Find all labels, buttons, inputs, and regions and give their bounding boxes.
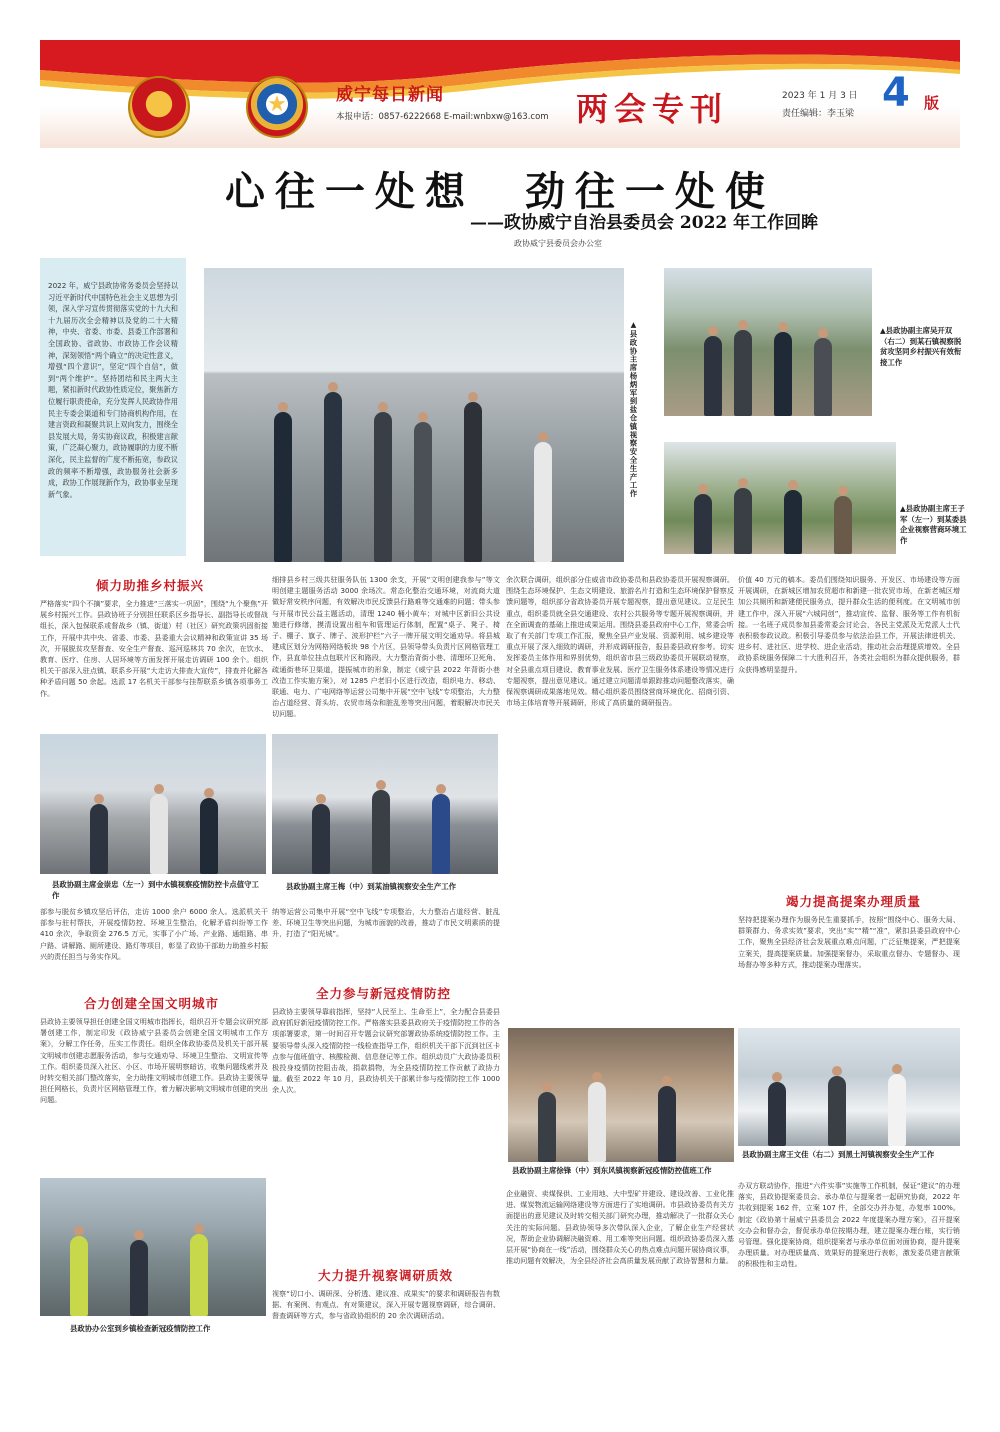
photo-checkpoint: [40, 734, 266, 874]
body-text: 细排县乡村三级共驻服务队伍 1300 余支，开展“文明创建我参与”等文明创建主题服务活动 3000 余场次。常态化整治交通环境，对流商大道做好常安秩序问题，有效解决市民反馈县行路难等交通难的问题；带头参与开展市民公益主题活动，清理 1240 桶小黄车；对城中区新旧公共设施进行修缮，摸清设置出租车和管理运行体制，配置“桌子、凳子、椅子、棚子、旗子、牌子、波形护栏”六子一牌开展文明交通劝导。将县城建成区划分为网格网络板块 98 个片区，县领导带头负责片区网格管理工作，县直单位挂点包联片区和路段，大力整治背街小巷、清理环卫死角、疏通街巷环卫渠道，提振城市的形象，制定《威宁县 2022 年背街小巷改造工作实施方案》，对 1285 户老旧小区进行改造，组织电力、移动、联通、电力、广电网络等运营公司集中开展“空中飞线”专项整治，大力整治占道经营、背头坊、农贸市场杂和脏乱差等突出问题，着眼解决市民关切问题。: [272, 575, 500, 719]
body-text: 办双方联动协作，推进“六件实事”实施等工作机制，保证“建议”的办理落实，县政协提案委员会、承办单位与提案者一起研究协商，2022 年共收到提案 162 件，立案 107 件，全部交办并办复，办复率 100%。制定《政协第十届威宁县委员会 2022 年度提案办理方案》，召开提案交办会和督办会，督促承办单位按期办理，建立提案办理台账，实行销号管理。强化提案协商，组织提案者与承办单位面对面协商，提升提案办理质量。对办理质量高、效果好的提案进行表彰，激发委员建言献策的积极性和主动性。: [738, 1181, 960, 1269]
photo-caption: 县政协副主席王文佳（右二）到黑土河镇视察安全生产工作: [742, 1150, 935, 1159]
section-heading-rural-revitalization: 倾力助推乡村振兴: [96, 578, 205, 593]
section-heading-proposal-handling: 竭力提高提案办理质量: [786, 894, 922, 909]
byline: 政协威宁县委员会办公室: [514, 239, 602, 248]
body-text: 县政协主要领导担任创建全国文明城市指挥长，组织召开专题会议研究部署创建工作，制定印发《政协威宁县委员会创建全国文明城市工作方案》，分解工作任务，压实工作责任。组织全体政协委员及机关干部开展文明城市创建志愿服务活动，参与交通劝导、环境卫生整治、文明宣传等工作。组织委员深入社区、小区、市场开展明察暗访，收集问题线索并及时转交相关部门整改落实，全力助推文明城市创建工作。县政协主要领导担任网格长，负责片区网格管理工作，着力解决影响文明城市创建的突出问题。: [40, 1017, 268, 1105]
photo-caption: ▲县政协副主席王子军（左一）到某委县企业视察营商环境工作: [900, 504, 967, 545]
body-text: 纳等运营公司集中开展“空中飞线”专项整治，大力整治占道经营、脏乱差、环境卫生等突出问题，为城市面貌的改善，推动了市民文明素质的提升，打造了“阳光城”。: [272, 907, 500, 939]
section-heading-survey-quality: 大力提升视察调研质效: [318, 1268, 454, 1283]
page-number-suffix: 版: [924, 94, 940, 112]
contact-info: 本报申话：0857-6222668 E-mail:wnbxw@163.com: [336, 112, 549, 122]
body-text: 价值 40 万元的稿本。委员们围绕知识服务、开发区、市场建设等方面开展调研，在新城区增加农贸超市和新建一批农贸市场，在新老城区增加公共厕所和新建便民服务点，提升群众生活的便利度。在文明城市创建工作中，深入开展“六城同创”，推动宣传、监督、服务等工作有机衔接。一名班子成员参加县委常委会讨论会，各民主党派及无党派人士代表积极参政议政。积极引导委员参与依法治县工作，开展法律进机关、进乡村、进社区、进学校、进企业活动，推动社会治理提质增效。全县政协系统服务保障二十大胜利召开，各类社会组织为群众提供服务，群众获得感明显提升。: [738, 575, 960, 674]
issue-date: 2023 年 1 月 3 日: [782, 91, 858, 101]
body-text: 企业融资、卖煤保供、工业用地、大中型矿井建设、建设改善、工业化推进、煤炭物流运输网络建设等方面进行了实地调研。市县政协委员有关方面提出的意见建议及时转交相关部门研究办理，推动解决了一批群众关心关注的实际问题。县政协领导多次带队深入企业，了解企业生产经营状况，帮助企业协调解决融资难、用工难等突出问题。组织政协委员深入基层开展“协商在一线”活动，围绕群众关心的热点难点问题开展协商议事，推动问题有效解决，为全县经济社会高质量发展贡献了政协智慧和力量。: [506, 1189, 734, 1266]
section-title: 两会专刊: [576, 90, 729, 128]
national-emblem-icon: ★: [128, 76, 190, 138]
body-text: 县政协主要领导靠前指挥，坚持“人民至上、生命至上”，全力配合县委县政府抓好新冠疫情防控工作。严格落实县委县政府关于疫情防控工作的各项部署要求，第一时间召开专题会议研究部署政协系统疫情防控工作。主要领导带头深入疫情防控一线检查指导工作，组织机关干部下沉到社区卡点参与值班值守、核酸检测、信息登记等工作。组织动员广大政协委员积极投身疫情防控阻击战，捐款捐物，为全县疫情防控工作贡献了政协力量。截至 2022 年 10 月，县政协机关干部累计参与疫情防控工作 1000 余人次。: [272, 1007, 500, 1095]
photo-safety-check: [272, 734, 498, 874]
body-text: 严格落实“四个不摘”要求，全力推进“三落实一巩固”，围绕“九个聚焦”开展乡村振兴工作。县政协班子分别担任联系区乡指导长、副指导长或督战组长，深入包保联系或督战乡（镇、街道）村（社区）研究政策巩固衔接工作，开展中共中央、省委、市委、县委重大会议精神和政策宣讲 35 场次，开展脱贫攻坚督查、安全生产督查、巡河巡林共 70 余次，在饮水、教育、医疗、住房、人居环境等方面发挥开展走访调研 100 余个。组织机关干部深入驻点镇、联系乡开展“大走访大排查大宣传”，排查并化解各种矛盾问题 50 余起。选派 17 名机关干部参与挂帮联系乡镇各项事务工作。: [40, 599, 268, 698]
photo-epidemic-duty: [508, 1028, 734, 1162]
main-headline: 心往一处想 劲往一处使: [225, 168, 775, 215]
masthead: [40, 40, 960, 148]
photo-caption: 县政协副主席徐锋（中）到东风镇视察新冠疫情防控值班工作: [512, 1166, 712, 1175]
responsible-editor: 责任编辑：李玉梁: [782, 109, 855, 119]
photo-township-inspection: [40, 1178, 266, 1316]
photo-safety-production: [738, 1028, 960, 1146]
photo-rural-visit: [664, 268, 872, 416]
page-number: 4: [882, 70, 910, 116]
photo-caption: 县政协副主席金崇忠（左一）到中水镇视察疫情防控卡点值守工作: [52, 880, 259, 900]
photo-caption: 县政协副主席王梅（中）到某油镇视察安全生产工作: [286, 882, 456, 891]
section-heading-epidemic-control: 全力参与新冠疫情防控: [316, 986, 452, 1001]
body-text: 坚持把提案办理作为服务民生重要抓手，按照“围绕中心、服务大局、群策群力、务求实效”要求，突出“实”“精”“准”，紧扣县委县政府中心工作，聚焦全县经济社会发展重点难点问题，广泛征集提案，严把提案立案关，提高提案质量。加强提案督办，采取重点督办、专题督办、现场督办等多种方式，推动提案办理落实。: [738, 915, 960, 969]
photo-caption: ▲县政协主席杨炳军到盐仓镇视察安全生产工作: [629, 320, 638, 498]
sub-headline: ——政协威宁自治县委员会 2022 年工作回眸: [470, 213, 819, 233]
cppcc-emblem-icon: ★: [246, 76, 308, 138]
body-text: 视察“切口小、调研深、分析透、建议准、成果实”的要求和调研报告有数据、有案例、有观点、有对策建议，深入开展专题视察调研，综合调研、督查调研等方式，参与省政协组织的 20 余次调研活动。: [272, 1289, 500, 1321]
photo-enterprise-visit: [664, 442, 896, 554]
photo-caption: 县政协办公室到乡镇检查新冠疫情防控工作: [70, 1324, 211, 1333]
intro-box: 2022 年，威宁县政协常务委员会坚持以习近平新时代中国特色社会主义思想为引领，深入学习宣传贯彻落实党的十九大和十九届历次全会精神以及党的二十大精神，中央、省委、市委、县委工作部署和全国政协、省政协、市政协工作会议精神，深刻领悟“两个确立”的决定性意义，增强“四个意识”，坚定“四个自信”，做到“两个维护”。坚持团结和民主两大主题，紧扣新时代政协性质定位，聚焦新方位履行职责使命，充分发挥人民政协作用民主专委会渠道和专门协商机构作用，在建言资政和凝聚共识上双向发力，围绕全县发展大局，务实协商议政，积极建言献策，广泛凝心聚力，政协履职的力度不断深化，民主监督的广度不断拓宽，参政议政的频率不断增强，政协服务社会新多成，政协工作展现新作为，政协事业呈现新气象。: [40, 258, 186, 556]
section-heading-civilized-city: 合力创建全国文明城市: [84, 996, 220, 1011]
body-text: 余次联合调研，组织部分住威省市政协委员和县政协委员开展视察调研。围绕生态环境保护、生态文明建设、旅游名片打造和生态环境保护督察反馈问题等，组织部分省政协委员开展专题视察，提出意见建议。立足民生重点，组织委员就全县交通建设、农村公共服务等专题开展视察调研，并在全面调查的基础上推进成果运用。围绕县委县政府中心工作，常委会听取了有关部门专项工作汇报，聚焦全县产业发展、资源利用、城乡建设等重点开展了深入细致的调研，并形成调研报告，报县委县政府参考。切实发挥委员主体作用和界别优势，组织省市县三级政协委员开展联动视察，对全县重点项目建设、教育事业发展、医疗卫生服务体系建设等情况进行专题视察，提出意见建议。通过建立问题清单跟踪推动问题整改落实，确保视察调研成果落地见效。精心组织委员围绕营商环境优化、招商引资、市场主体培育等开展调研，形成了高质量的调研报告。: [506, 575, 734, 708]
photo-caption: ▲县政协副主席吴开双（右二）到某石镇视察脱贫攻坚同乡村振兴有效衔接工作: [880, 326, 962, 367]
paper-name: 威宁每日新闻: [336, 85, 444, 105]
photo-inspection-gas-station: [204, 268, 624, 562]
body-text: 部参与脱贫乡镇攻坚后评估，走访 1000 余户 6000 余人。选派机关干部参与驻村帮扶，开展疫情防控、环境卫生整治，化解矛盾纠纷等工作 410 余次，争取资金 276.5 万元，实事了小广场、产业路、通组路、串户路、讲解路、厕所建设、路灯等项目，彰显了政协干部助力助推乡村振兴的责任担当与务实作风。: [40, 907, 268, 961]
